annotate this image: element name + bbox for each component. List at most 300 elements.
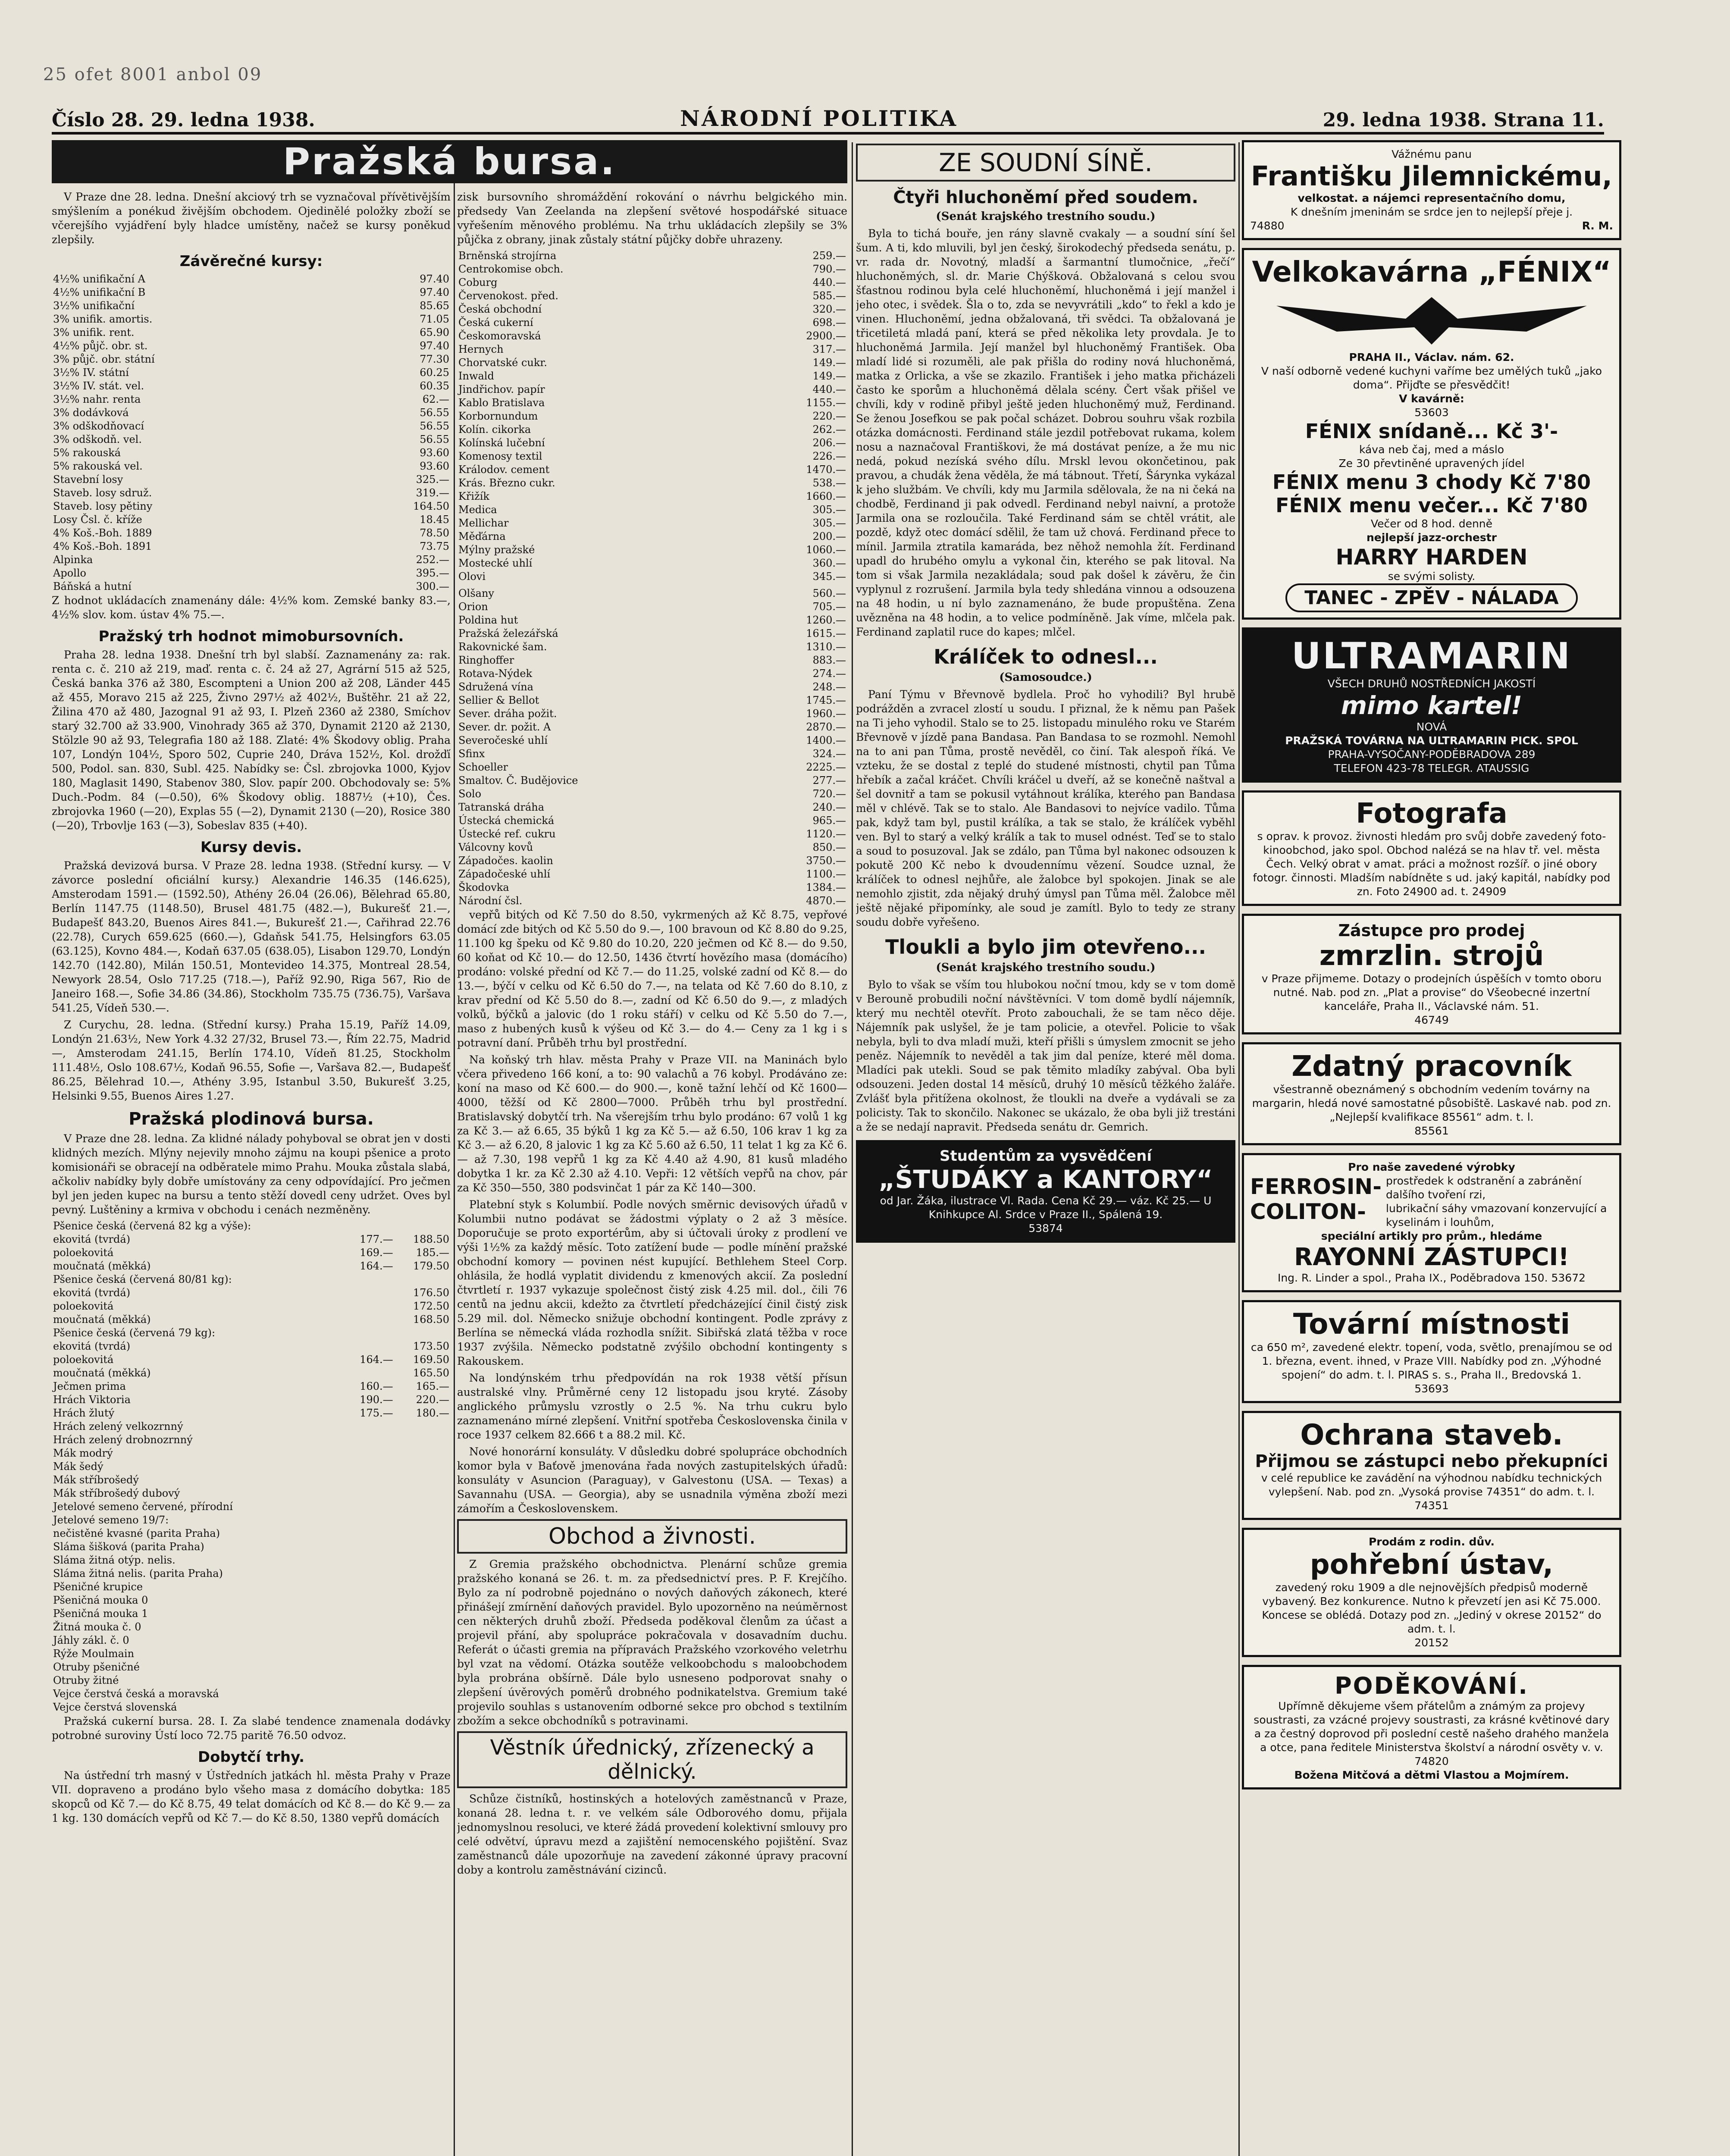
ad-studaky-title: „ŠTUDÁKY a KANTORY“ bbox=[878, 1165, 1213, 1194]
row-value: 790.— bbox=[812, 263, 846, 275]
row-label: Báňská a hutní bbox=[53, 580, 132, 592]
rate-row bbox=[52, 286, 451, 299]
row-value bbox=[395, 1580, 451, 1594]
obchod-title: Obchod a živnosti. bbox=[457, 1519, 847, 1554]
row-value: 56.55 bbox=[420, 433, 449, 445]
ad-fotografa bbox=[1242, 790, 1621, 906]
dobytek-text: Na ústřední trh masný v Ústředních jatkách hl. města Prahy v Praze VII. dopraveno a prodáno bylo všeho masa z domácího dobytka: 185 skopců od Kč 7.— do Kč 8.75, 49 telat domácích od Kč 8.— do Kč 9.— za 1 kg. 130 domácích vepřů od Kč 7.— do Kč 8.50, 1380 vepřů domácích bbox=[52, 1769, 451, 1824]
row-label: Mák modrý bbox=[53, 1447, 113, 1459]
row-value: 65.90 bbox=[420, 326, 449, 338]
ad-podekovani bbox=[1242, 1665, 1621, 1789]
row-value bbox=[395, 1607, 451, 1620]
row-label: Mellichar bbox=[458, 517, 509, 529]
ad-fenix-desc: V naší odborně vedené kuchyni vaříme bez umělých tuků „jako doma“. Přijďte se přesvědčit! bbox=[1261, 365, 1602, 391]
row-value bbox=[395, 1620, 451, 1634]
rate-row bbox=[52, 420, 451, 433]
row-value: 175.— bbox=[360, 1407, 393, 1419]
stock-row bbox=[457, 787, 847, 801]
row-label: 3% dodávková bbox=[53, 407, 129, 419]
row-value bbox=[342, 1273, 395, 1286]
ad-ochrana-text: v celé republice ke zavádění na výhodnou nabídku technických vylepšení. Nab. pod zn. „Vysoká provise 74351“ do adm. t. l. bbox=[1261, 1472, 1602, 1498]
row-value bbox=[342, 1313, 395, 1326]
art2-title: Králíček to odnesl... bbox=[934, 645, 1158, 668]
devisy-title: Kursy devis. bbox=[200, 839, 302, 856]
row-label: Válcovny kovů bbox=[458, 841, 533, 853]
art1-title: Čtyři hluchoněmí před soudem. bbox=[893, 188, 1198, 207]
row-label: 3½% nahr. renta bbox=[53, 393, 141, 405]
stock-row bbox=[457, 721, 847, 734]
row-label: Apollo bbox=[53, 567, 86, 579]
row-value: 277.— bbox=[812, 774, 846, 787]
commodity-row bbox=[52, 1661, 451, 1674]
row-value: 164.50 bbox=[413, 500, 449, 512]
stock-row bbox=[457, 276, 847, 289]
stock-row bbox=[457, 383, 847, 396]
ad-pracovnik-title: Zdatný pracovník bbox=[1291, 1050, 1572, 1083]
row-value: 2225.— bbox=[806, 761, 846, 773]
row-label: Chorvatské cukr. bbox=[458, 357, 547, 369]
ad-ultramarin-tag: VŠECH DRUHŮ NOSTŘEDNÍCH JAKOSTÍ bbox=[1327, 677, 1536, 690]
row-label: Národní čsl. bbox=[458, 895, 523, 907]
stock-row bbox=[457, 570, 847, 583]
stock-row bbox=[457, 316, 847, 329]
ad-podekovani-code: 74820 bbox=[1414, 1755, 1449, 1767]
row-label: Coburg bbox=[458, 276, 498, 288]
row-value: 1155.— bbox=[806, 397, 846, 409]
row-label: ekovitá (tvrdá) bbox=[53, 1233, 131, 1245]
row-label: Západočeské uhlí bbox=[458, 868, 551, 880]
stock-row bbox=[457, 289, 847, 303]
row-value bbox=[395, 1674, 451, 1687]
row-label: Jáhly zákl. č. 0 bbox=[53, 1634, 129, 1646]
row-label: Otruby žitné bbox=[53, 1674, 119, 1686]
row-value: 149.— bbox=[812, 357, 846, 369]
row-label: Staveb. losy sdruž. bbox=[53, 487, 152, 499]
row-value: 560.— bbox=[812, 587, 846, 599]
row-value bbox=[395, 1219, 451, 1233]
cukr-text: Pražská cukerní bursa. 28. I. Za slabé tendence znamenala dodávky potrobné suroviny Ústí loco 72.75 paritě 76.50 odvoz. bbox=[52, 1715, 451, 1742]
row-value: 720.— bbox=[812, 788, 846, 800]
ad-fenix-title: Velkokavárna „FÉNIX“ bbox=[1252, 255, 1611, 288]
stock-row bbox=[457, 894, 847, 908]
ad-fenix-n1: FÉNIX snídaně... Kč 3'- bbox=[1305, 420, 1558, 443]
row-label: Alpinka bbox=[53, 554, 93, 566]
rate-row bbox=[52, 353, 451, 366]
stock-row bbox=[457, 557, 847, 570]
row-value: 883.— bbox=[812, 654, 846, 666]
ad-studaky-lead: Studentům za vysvědčení bbox=[939, 1147, 1152, 1165]
page-number: 29. ledna 1938. Strana 11. bbox=[1323, 109, 1604, 131]
ad-podekovani-title: PODĚKOVÁNÍ. bbox=[1335, 1672, 1529, 1699]
row-value bbox=[395, 1527, 451, 1540]
commodity-row bbox=[52, 1580, 451, 1594]
closing-title: Závěrečné kursy: bbox=[179, 253, 323, 270]
row-value: 200.— bbox=[812, 530, 846, 542]
commodity-row bbox=[52, 1674, 451, 1687]
ad-pohrebni-lead: Prodám z rodin. dův. bbox=[1368, 1536, 1495, 1548]
row-value: 1100.— bbox=[806, 868, 846, 880]
stock-row bbox=[457, 356, 847, 370]
stock-row bbox=[457, 654, 847, 667]
rate-row bbox=[52, 553, 451, 567]
row-value: 1384.— bbox=[806, 881, 846, 893]
ad-ultramarin-factory: PRAŽSKÁ TOVÁRNA NA ULTRAMARIN PICK. SPOL bbox=[1285, 734, 1578, 747]
row-value bbox=[342, 1447, 395, 1460]
row-label: Severočeské uhlí bbox=[458, 734, 548, 746]
row-value: 93.60 bbox=[420, 460, 449, 472]
row-value: 176.50 bbox=[413, 1287, 449, 1299]
row-label: 3% unifik. amortis. bbox=[53, 313, 153, 325]
ad-jilemnicky-sub: velkostat. a nájemci representačního domu, bbox=[1298, 192, 1566, 204]
ad-pohrebni-text: zavedený roku 1909 a dle nejnovějších předpisů moderně vybavený. Bez konkurence. Nutno k převzetí jen asi Kč 75.000. Koncese se oblédá. Dotazy pod zn. „Jediný v okrese 20152“ do adm. t. l. bbox=[1262, 1581, 1602, 1635]
stock-row bbox=[457, 814, 847, 827]
column-rule bbox=[1238, 142, 1240, 2156]
row-value bbox=[342, 1674, 395, 1687]
row-label: Sfinx bbox=[458, 748, 485, 760]
commodity-row bbox=[52, 1420, 451, 1433]
column-rule bbox=[852, 142, 853, 2156]
commodity-row bbox=[52, 1487, 451, 1500]
art2-text: Paní Týmu v Břevnově bydlela. Proč ho vyhodili? Byl hrubě podrážděn a zvracel zlostí u soudu. I přiznal, že k němu pan Pašek na Ti jeho vyhodil. Stalo se to 25. listopadu minulého roku ve Starém Břevnově v jízdě pana Bandasa. Pan Bandasa to se rozmohl. Nemohl na to ani pan Tůma, prostě nevěděl, co činí. Tak alespoň říká. Ve vzteku, že se dostal z teplé do studené místnosti, chytil pan Tůma hřebík a začal kráčet. Chvíli kráčel u dveří, až se konečně naštval a šel dovnitř a tam se pokusil vytáhnout králíka, kterého pan Bandasa měl v chlévě. Tak se to stalo. Ale Bandasovi to nejvíce vadilo. Tůma pak, když tam byl, pustil králíka, a tak se stalo, že králíček vyběhl ven. Byl to starý a velký králík a tak to musel odnést. Teď se to stalo a soud to posuzoval. Jak se zdálo, pan Tůma byl nakonec odsouzen k pokutě 200 Kč nebo k dvoudennímu vězení. Soudce uznal, že králíček to odnesl nejhůře, ale žalobce byl spokojen. Jinak se ale nemohlo zjistit, zda nějaký druhý úmysl pan Tůma měl. Žalobce měl ještě nějaké připomínky, ale soud je zamítl. Bylo to tedy ze strany soudu dobře vyřešeno. bbox=[856, 688, 1235, 928]
issue-number: Číslo 28. 29. ledna 1938. bbox=[52, 109, 315, 131]
row-value: 2870.— bbox=[806, 721, 846, 733]
row-value: 78.50 bbox=[420, 527, 449, 539]
ad-jilemnicky-num: 74880 bbox=[1250, 219, 1285, 232]
row-value: 965.— bbox=[812, 815, 846, 827]
ad-jilemnicky-sig: R. M. bbox=[1582, 219, 1613, 232]
stock-row bbox=[457, 600, 847, 614]
stock-row bbox=[457, 614, 847, 627]
ad-fenix-ev: Večer od 8 hod. denně bbox=[1370, 517, 1493, 530]
rate-row bbox=[52, 473, 451, 486]
row-label: 4% Koš.-Boh. 1891 bbox=[53, 540, 152, 552]
commodity-row bbox=[52, 1473, 451, 1487]
ad-tovarni-title: Tovární místnosti bbox=[1293, 1307, 1570, 1341]
row-value: 252.— bbox=[416, 554, 449, 566]
row-value bbox=[342, 1620, 395, 1634]
row-label: Olovi bbox=[458, 570, 486, 583]
row-label: Jetelové semeno 19/7: bbox=[53, 1514, 169, 1526]
row-value bbox=[395, 1554, 451, 1567]
rate-row bbox=[52, 500, 451, 513]
ad-zmrzlin-title: zmrzlin. strojů bbox=[1319, 940, 1544, 972]
row-label: Jindřichov. papír bbox=[458, 383, 545, 395]
row-label: Sellier & Bellot bbox=[458, 694, 539, 706]
row-label: ekovitá (tvrdá) bbox=[53, 1287, 131, 1299]
row-label: Hrách zelený velkozrnný bbox=[53, 1420, 183, 1432]
stock-row bbox=[457, 854, 847, 868]
row-value: 698.— bbox=[812, 317, 846, 329]
ad-fenix-n2s: Ze 30 převtiněné upravených jídel bbox=[1338, 457, 1525, 470]
row-value: 1260.— bbox=[806, 614, 846, 626]
row-value bbox=[395, 1420, 451, 1433]
row-value: 319.— bbox=[416, 487, 449, 499]
bavlna-text: Nové honorární konsuláty. V důsledku dobré spolupráce obchodních komor byla v Baťově jmenována řada nových zastupitelských úřadů: konsuláty v Asuncion (Paraguay), v Galvestonu (USA. — Texas) a Savannahu (USA. — Georgia), aby se usnadnila výměna zboží mezi zámořím a Československem. bbox=[457, 1445, 847, 1515]
row-value: 149.— bbox=[812, 370, 846, 382]
ad-studaky bbox=[856, 1140, 1235, 1243]
row-label: Brněnská strojírna bbox=[458, 250, 557, 262]
ad-pohrebni-code: 20152 bbox=[1414, 1636, 1449, 1649]
row-value: 18.45 bbox=[420, 514, 449, 526]
row-label: moučnatá (měkká) bbox=[53, 1313, 151, 1326]
row-value bbox=[395, 1634, 451, 1647]
row-label: 3½% IV. státní bbox=[53, 367, 129, 379]
row-label: Otruby pšeničné bbox=[53, 1661, 140, 1673]
row-label: Mýlny pražské bbox=[458, 544, 535, 556]
bursa-intro: V Praze dne 28. ledna. Dnešní akciový trh se vyznačoval přívětivějším smýšlením a ponékud živějším obchodem. Ojedinělé položky zboží se včerejšího vyjádření byly hladce umístěny, načež se kursy poněkud zlepšily. bbox=[52, 191, 451, 246]
rates-footer: Z hodnot ukládacích znamenány dále: 4½% kom. Zemské banky 83.—, 4½% slov. kom. ústav 4% 75.—. bbox=[52, 594, 451, 621]
row-value: 177.— bbox=[360, 1233, 393, 1245]
row-value: 3750.— bbox=[806, 855, 846, 867]
stock-row bbox=[457, 680, 847, 694]
commodity-row bbox=[52, 1326, 451, 1340]
ad-ferrosin-p2s: lubrikační sáhy vmazovaní konzervující a kyselinám i louhům, bbox=[1386, 1202, 1607, 1228]
stock-row bbox=[457, 747, 847, 761]
row-value bbox=[395, 1460, 451, 1473]
row-label: Sláma žitná nelis. (parita Praha) bbox=[53, 1567, 223, 1579]
row-value: 440.— bbox=[812, 383, 846, 395]
row-label: 4% Koš.-Boh. 1889 bbox=[53, 527, 152, 539]
ad-fotografa-title: Fotografa bbox=[1356, 798, 1507, 830]
commodity-row bbox=[52, 1500, 451, 1514]
row-value bbox=[395, 1500, 451, 1514]
row-value bbox=[395, 1540, 451, 1554]
row-value: 172.50 bbox=[413, 1300, 449, 1312]
row-value bbox=[342, 1607, 395, 1620]
row-value: 259.— bbox=[812, 250, 846, 262]
stock-row bbox=[457, 694, 847, 707]
row-label: 4½% unifikační B bbox=[53, 286, 146, 298]
row-value bbox=[342, 1514, 395, 1527]
row-label: Hrách Viktoria bbox=[53, 1394, 131, 1406]
dobytek-title: Dobytčí trhy. bbox=[197, 1749, 305, 1766]
art1-sub: (Senát krajského trestního soudu.) bbox=[936, 210, 1156, 223]
row-value: 1615.— bbox=[806, 627, 846, 639]
stock-row bbox=[457, 303, 847, 316]
art2-sub: (Samosoudce.) bbox=[999, 671, 1092, 684]
stock-row bbox=[457, 410, 847, 423]
commodity-row bbox=[52, 1433, 451, 1447]
row-label: Pšeničné krupice bbox=[53, 1581, 143, 1593]
row-label: Schoeller bbox=[458, 761, 508, 773]
row-label: 3% unifik. rent. bbox=[53, 326, 135, 338]
ad-fenix-n3: FÉNIX menu večer... Kč 7'80 bbox=[1276, 494, 1588, 517]
commodity-row bbox=[52, 1687, 451, 1701]
row-value: 97.40 bbox=[420, 286, 449, 298]
ad-fenix-code: 53603 bbox=[1414, 406, 1449, 419]
row-label: Kablo Bratislava bbox=[458, 397, 545, 409]
row-value: 220.— bbox=[416, 1394, 449, 1406]
commodity-row bbox=[52, 1701, 451, 1714]
row-value bbox=[395, 1701, 451, 1714]
ad-ferrosin-p1: FERROSIN- bbox=[1250, 1174, 1382, 1199]
row-label: Mák šedý bbox=[53, 1460, 103, 1473]
row-value: 62.— bbox=[422, 393, 449, 405]
commodity-row bbox=[52, 1634, 451, 1647]
stock-row bbox=[457, 734, 847, 747]
row-label: moučnatá (měkká) bbox=[53, 1260, 151, 1272]
stock-row bbox=[457, 827, 847, 841]
rate-row bbox=[52, 379, 451, 393]
rate-row bbox=[52, 366, 451, 379]
row-label: Rýže Moulmain bbox=[53, 1648, 135, 1660]
row-value: 1400.— bbox=[806, 734, 846, 746]
row-label: Sláma šišková (parita Praha) bbox=[53, 1541, 204, 1553]
row-value: 1060.— bbox=[806, 544, 846, 556]
row-value bbox=[342, 1594, 395, 1607]
row-value: 190.— bbox=[360, 1394, 393, 1406]
commodity-row bbox=[52, 1607, 451, 1620]
column-4-ads bbox=[1242, 140, 1621, 2156]
row-label: 3% odškodňovací bbox=[53, 420, 144, 432]
row-label: Orion bbox=[458, 601, 488, 613]
row-value bbox=[342, 1460, 395, 1473]
ad-podekovani-text: Upřímně děkujeme všem přátelům a známým za projevy soustrasti, za vzácné projevy soustrasti, za krásné květinové dary a za čestný doprovod při poslední cestě našeho drahého manžela a otce, pana ředitele Ministerstva školství a národní osvěty v. v. bbox=[1254, 1700, 1610, 1754]
mimo-text: Praha 28. ledna 1938. Dnešní trh byl slabší. Zaznamenány za: rak. renta c. č. 210 až 219, maď. renta c. č. 24 až 27, Agrární 515 až 525, Česká banka 376 až 380, Escompteni a Union 200 až 208, Länder 445 až 455, Moravo 215 až 225, Živno 297½ až 402½, Buštěhr. 21 až 22, Žilina 470 až 480, Jazognal 91 až 93, I. Plzeň 2360 až 2380, Smíchov starý 32.700 až 33.900, Vinohrady 365 až 370, Dynamit 2120 až 2130, Stölzle 90 až 93, Telegrafia 180 až 188. Zlaté: 4% Škodovy oblig. Praha 107, Londýn 104½, Sporo 502, Cuprie 240, Dráva 152½, Kol. drožďí 500, Podol. san. 830, Subl. 425. Nabídky se: Čsl. zbrojovka 1000, Kyjov 180, Maglasit 1490, Stabenov 380, Slov. papír 200. Obchodovaly se: 5% Duch.-Podm. 84 (—0.50), 6% Škodovy oblig. 1887½ (+10), Čes. zbrojovka 1960 (—20), Explas 55 (—2), Dynamit 2130 (—20), Rosice 380 (—20), Trbovlje 163 (—3), Sobeslav 835 (+40). bbox=[52, 649, 451, 832]
row-label: Ječmen prima bbox=[53, 1380, 126, 1392]
row-label: Pšeničná mouka 1 bbox=[53, 1608, 148, 1620]
row-label: 3½% unifikační bbox=[53, 300, 135, 312]
column-2 bbox=[457, 190, 847, 2156]
row-value bbox=[342, 1554, 395, 1567]
row-label: Pšenice česká (červená 82 kg a výše): bbox=[53, 1220, 251, 1232]
ad-ultramarin-slogan: mimo kartel! bbox=[1341, 691, 1523, 720]
obchod-text: Z Gremia pražského obchodnictva. Plenární schůze gremia pražského konaná se 26. t. m. za předsednictví pres. P. F. Krejčího. Bylo za ní podrobně pojednáno o nových daňových zákonech, které přinášejí zmírnění daňových pravidel. Bylo upozorněno na neúměrnost cen některých druhů zboží. Předseda poděkoval členům za účast a projevil přání, aby spolupráce pokračovala v dosavadním duchu. Referát o účasti gremia na přípravách Pražského vzorkového veletrhu byl vzat na vědomí. Otázka soutěže velkoobchodu s maloobchodem byla probrána obšírně. Dále bylo usneseno podporovat snahy o zlepšení úvěrových poměrů drobného podnikatelstva. Gremium také projevilo souhlas s ustanovením odborné sekce pro obchod s textilním zbožím a sekce obchodníků s potravinami. bbox=[457, 1558, 847, 1727]
soud-title: ZE SOUDNÍ SÍNĚ. bbox=[856, 144, 1235, 182]
row-value bbox=[395, 1514, 451, 1527]
eagle-logo-icon bbox=[1250, 288, 1613, 349]
rate-row bbox=[52, 326, 451, 339]
row-value: 325.— bbox=[416, 473, 449, 486]
stock-row bbox=[457, 436, 847, 450]
stock-row bbox=[457, 450, 847, 463]
plodiny-title: Pražská plodinová bursa. bbox=[128, 1109, 374, 1129]
stock-row bbox=[457, 881, 847, 894]
row-label: 3% odškodň. vel. bbox=[53, 433, 142, 445]
commodity-row bbox=[52, 1366, 451, 1380]
stock-row bbox=[457, 463, 847, 476]
row-label: Staveb. losy pětiny bbox=[53, 500, 153, 512]
ad-pracovnik bbox=[1242, 1042, 1621, 1145]
row-label: Olšany bbox=[458, 587, 494, 599]
row-value: 1745.— bbox=[806, 694, 846, 706]
devisy-text: Pražská devizová bursa. V Praze 28. ledna 1938. (Střední kursy. — V závorce poslední oficiální kursy.) Alexandrie 146.35 (146.625), Amsterodam 1591.— (1592.50), Athény 26.04 (26.06), Bělehrad 65.80, Berlín 1147.75 (1148.50), Brusel 481.75 (482.—), Bukurešť 21.—, Budapešť 843.20, Buenos Aires 841.—, Bukurešť 21.—, Cařihrad 22.76 (22.78), Curych 659.625 (660.—), Gdaňsk 541.75, Helsingfors 63.05 (63.125), Kovno 484.—, Kodaň 637.05 (638.05), Lisabon 129.70, Londýn 142.70 (142.80), Milán 150.51, Montevideo 14.375, Montreal 28.54, Newyork 28.54, Oslo 717.25 (718.—), Paříž 92.90, Riga 567, Rio de Janeiro 168.—, Sofie 34.86 (34.86), Stockholm 735.75 (736.75), Varšava 541.25, Vídeň 530.—. bbox=[52, 859, 451, 1014]
ad-jilemnicky bbox=[1242, 140, 1621, 240]
row-value: 705.— bbox=[812, 601, 846, 613]
ad-fenix-n2: FÉNIX menu 3 chody Kč 7'80 bbox=[1272, 470, 1591, 494]
row-label: 5% rakouská bbox=[53, 447, 121, 459]
row-label: poloekovitá bbox=[53, 1354, 114, 1366]
row-value: 274.— bbox=[812, 667, 846, 680]
row-label: Žitná mouka č. 0 bbox=[53, 1621, 141, 1633]
row-value: 56.55 bbox=[420, 420, 449, 432]
row-value: 164.— bbox=[360, 1260, 393, 1272]
row-value: 168.50 bbox=[413, 1313, 449, 1326]
row-value: 1310.— bbox=[806, 641, 846, 653]
row-value: 93.60 bbox=[420, 447, 449, 459]
row-value: 97.40 bbox=[420, 340, 449, 352]
row-label: Jetelové semeno červené, přírodní bbox=[53, 1501, 233, 1513]
commodity-row bbox=[52, 1514, 451, 1527]
stock-row bbox=[457, 627, 847, 640]
row-value bbox=[395, 1661, 451, 1674]
row-label: Ústecká chemická bbox=[458, 815, 555, 827]
row-value: 1120.— bbox=[806, 828, 846, 840]
row-label: Západočes. kaolin bbox=[458, 855, 553, 867]
row-value bbox=[395, 1447, 451, 1460]
row-value: 1960.— bbox=[806, 708, 846, 720]
stock-row bbox=[457, 396, 847, 410]
right-table bbox=[457, 587, 847, 908]
row-label: Krás. Březno cukr. bbox=[458, 477, 555, 489]
commodity-row bbox=[52, 1286, 451, 1300]
row-label: Centrokomise obch. bbox=[458, 263, 564, 275]
ad-ferrosin bbox=[1242, 1153, 1621, 1292]
stock-row bbox=[457, 343, 847, 356]
rate-row bbox=[52, 567, 451, 580]
row-value bbox=[395, 1473, 451, 1487]
row-label: Pražská železářská bbox=[458, 627, 558, 639]
commodity-row bbox=[52, 1340, 451, 1353]
rates-table bbox=[52, 273, 451, 593]
row-value bbox=[342, 1433, 395, 1447]
stock-row bbox=[457, 841, 847, 854]
ad-fenix-n1s: káva neb čaj, med a máslo bbox=[1359, 443, 1504, 456]
commodity-row bbox=[52, 1313, 451, 1326]
row-label: poloekovitá bbox=[53, 1300, 114, 1312]
stock-row bbox=[457, 774, 847, 787]
row-label: Vejce čerstvá česká a moravská bbox=[53, 1688, 219, 1700]
news-text: Platební styk s Kolumbií. Podle nových směrnic devisových úřadů v Kolumbii nutno podávat se žádostmi výplaty o 2 až 3 měsíce. Doporučuje se proto exportérům, aby si účtovali úroky z prodlení ve výši 1½% za každý měsíc. Toto zatížení bude — podle mínění pražské obchodní komory — povinen nést kupující. Bethlehem Steel Corp. ohlásila, že hodlá vyplatit dividendu z kmenových akcií. Za poslední čtvrtletí r. 1937 vykazuje společnost čistý zisk 4.25 mil. dol., čili 76 centů na jednu akcii, kdežto za čtvrtletí předcházející činil čistý zisk 5.29 mil. dol. Německo snižuje obchodní kontingent. Podle zprávy z Berlína se německá vláda rozhodla snížit. Sibiřská zlatá těžba v roce 1937 zvýšila. Německo podstatně zvýšilo obchodní kontingenty s Rakouskem. bbox=[457, 1198, 847, 1367]
row-value: 300.— bbox=[416, 580, 449, 592]
ad-ferrosin-p2: COLITON- bbox=[1250, 1199, 1366, 1224]
row-value: 56.55 bbox=[420, 407, 449, 419]
row-value: 360.— bbox=[812, 557, 846, 569]
row-value bbox=[395, 1273, 451, 1286]
row-value bbox=[395, 1326, 451, 1340]
row-label: Sláma žitná otýp. nelis. bbox=[53, 1554, 176, 1566]
ad-fenix bbox=[1242, 248, 1621, 620]
ad-ochrana-title: Ochrana staveb. bbox=[1300, 1418, 1563, 1451]
rate-row bbox=[52, 540, 451, 553]
row-label: Tatranská dráha bbox=[458, 801, 545, 813]
bursa-title: Pražská bursa. bbox=[283, 140, 616, 183]
stock-row bbox=[457, 667, 847, 680]
ad-ultramarin-addr: PRAHA-VYSOČANY-PODĚBRADOVA 289 bbox=[1328, 748, 1536, 761]
row-label: Inwald bbox=[458, 370, 494, 382]
ad-ferrosin-head: Pro naše zavedené výrobky bbox=[1348, 1161, 1515, 1173]
row-label: Medica bbox=[458, 504, 497, 516]
commodity-row bbox=[52, 1594, 451, 1607]
ad-ultramarin bbox=[1242, 627, 1621, 783]
row-label: Pšenice česká (červená 79 kg): bbox=[53, 1327, 216, 1339]
row-value bbox=[395, 1567, 451, 1580]
row-label: moučnatá (měkká) bbox=[53, 1367, 151, 1379]
row-value: 262.— bbox=[812, 423, 846, 436]
row-label: Křižík bbox=[458, 490, 489, 502]
row-label: Vejce čerstvá slovenská bbox=[53, 1701, 177, 1713]
row-label: Smaltov. Č. Budějovice bbox=[458, 774, 578, 787]
curych-text: Z Curychu, 28. ledna. (Střední kursy.) Praha 15.19, Paříž 14.09, Londýn 21.63½, New York 4.32 27/32, Brusel 73.—, Řím 22.75, Madrid —, Amsterodam 241.15, Berlín 174.10, Vídeň 81.25, Stockholm 111.48½, Oslo 108.67½, Kodaň 96.55, Sofie —, Varšava 82.—, Budapešť 86.25, Bělehrad 10.—, Athény 3.95, Istanbul 3.50, Bukurešť 3.25, Helsinki 9.55, Buenos Aires 1.27. bbox=[52, 1018, 451, 1102]
row-value: 164.— bbox=[360, 1354, 393, 1366]
rate-row bbox=[52, 393, 451, 406]
ad-fenix-solo: se svými solisty. bbox=[1388, 570, 1476, 583]
row-label: Solo bbox=[458, 788, 482, 800]
row-label: Ústecké ref. cukru bbox=[458, 828, 556, 840]
row-label: Měďárna bbox=[458, 530, 506, 542]
stock-row bbox=[457, 370, 847, 383]
row-value: 185.— bbox=[416, 1247, 449, 1259]
